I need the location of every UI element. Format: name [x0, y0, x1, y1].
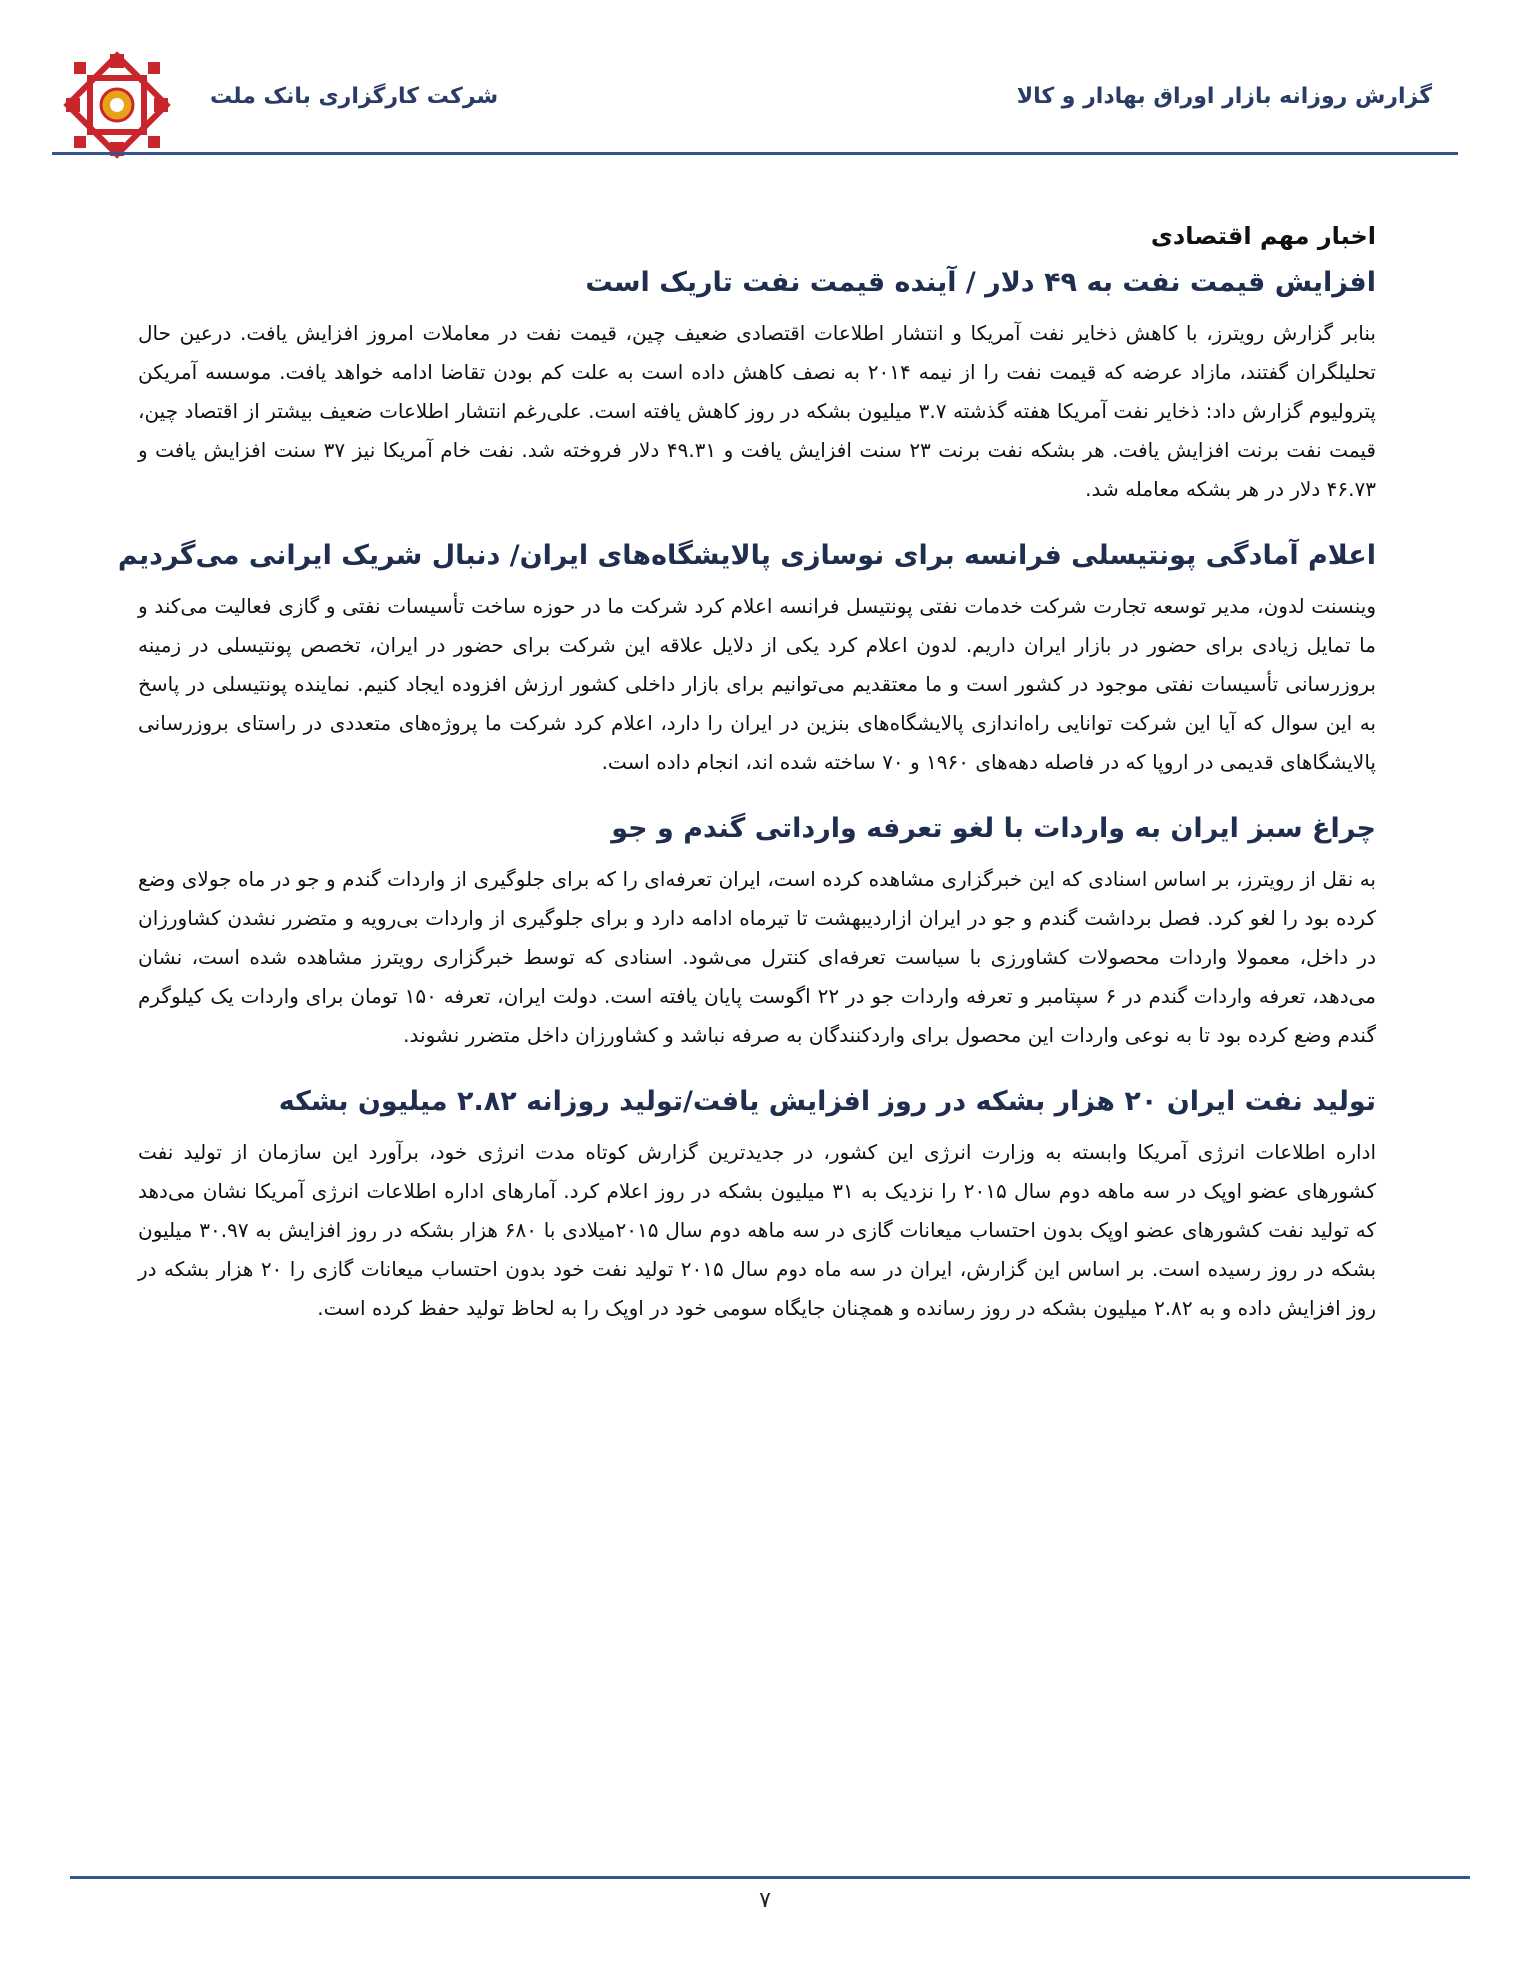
- page-header: [0, 0, 1530, 160]
- article-body: بنابر گزارش رویترز، با کاهش ذخایر نفت آمریکا و انتشار اطلاعات اقتصادی ضعیف چین، قیمت نفت در معاملات امروز افزایش یافت. درعین حال تحلیلگران گفتند، مازاد عرضه که قیمت نفت را از نیمه ۲۰۱۴ به نصف کاهش داده است به علت کم بودن تقاضا ادامه خواهد یافت. موسسه آمریکن پترولیوم گزارش داد: ذخایر نفت آمریکا هفته گذشته ۳.۷ میلیون بشکه در روز کاهش یافته است. علی‌رغم انتشار اطلاعات ضعیف بیشتر از اقتصاد چین، قیمت نفت برنت افزایش یافت. هر بشکه نفت برنت ۲۳ سنت افزایش یافت و ۴۹.۳۱ دلار فروخته شد. نفت خام آمریکا نیز ۳۷ سنت افزایش یافت و ۴۶.۷۳ دلار در هر بشکه معامله شد.: [138, 321, 1376, 501]
- article-headline: چراغ سبز ایران به واردات با لغو تعرفه وارداتی گندم و جو: [611, 813, 1376, 844]
- article: [138, 808, 1376, 1055]
- article-headline: تولید نفت ایران ۲۰ هزار بشکه در روز افزایش یافت/تولید روزانه ۲.۸۲ میلیون بشکه: [278, 1086, 1376, 1117]
- header-divider: [52, 152, 1458, 155]
- article-headline: اعلام آمادگی پونتیسلی فرانسه برای نوسازی پالایشگاه‌های ایران/ دنبال شریک ایرانی می‌گردیم: [117, 540, 1376, 571]
- article-body: اداره اطلاعات انرژی آمریکا وابسته به وزارت انرژی این کشور، در جدیدترین گزارش کوتاه مدت انرژی خود، برآورد این سازمان از تولید نفت کشورهای عضو اوپک در سه ماهه دوم سال ۲۰۱۵ را نزدیک به ۳۱ میلیون بشکه در روز اعلام کرد. آمارهای اداره اطلاعات انرژی آمریکا نشان می‌دهد که تولید نفت کشورهای عضو اوپک بدون احتساب میعانات گازی در سه ماهه دوم سال ۲۰۱۵میلادی با ۶۸۰ هزار بشکه در روز افزایش به ۳۰.۹۷ میلیون بشکه در روز رسیده است. بر اساس این گزارش، ایران در سه ماه دوم سال ۲۰۱۵ تولید نفت خود بدون احتساب میعانات گازی را ۲۰ هزار بشکه در روز افزایش داده و به ۲.۸۲ میلیون بشکه در روز رسانده و همچنان جایگاه سومی خود در اوپک را به لحاظ تولید حفظ کرده است.: [138, 1140, 1377, 1320]
- article-body: به نقل از رویترز، بر اساس اسنادی که این خبرگزاری مشاهده کرده است، ایران تعرفه‌ای را که برای جلوگیری از واردات گندم و جو در ماه جولای وضع کرده بود را لغو کرد. فصل برداشت گندم و جو در ایران ازاردیبهشت تا تیرماه ادامه دارد و برای جلوگیری از واردات بی‌رویه و متضرر نشدن کشاورزان در داخل، معمولا واردات محصولات کشاورزی با سیاست تعرفه‌ای کنترل می‌شود. اسنادی که توسط خبرگزاری رویترز مشاهده شده است، نشان می‌دهد، تعرفه واردات گندم در ۶ سپتامبر و تعرفه واردات جو در ۲۲ اگوست پایان یافته است. دولت ایران، تعرفه ۱۵۰ تومان برای واردات یک کیلوگرم گندم وضع کرده بود تا به نوعی واردات این محصول برای واردکنندگان به صرفه نباشد و کشاورزان داخل متضرر نشوند.: [138, 867, 1377, 1047]
- main-content: [117, 222, 1377, 1354]
- section-label: اخبار مهم اقتصادی: [1150, 222, 1376, 250]
- footer-divider: [70, 1876, 1470, 1879]
- report-title: گزارش روزانه بازار اوراق بهادار و کالا: [1016, 84, 1432, 109]
- page-number: ۷: [759, 1888, 771, 1913]
- article: [117, 535, 1376, 782]
- article: [138, 262, 1376, 509]
- article-body: وینسنت لدون، مدیر توسعه تجارت شرکت خدمات نفتی پونتیسل فرانسه اعلام کرد شرکت ما در حوزه ساخت تأسیسات نفتی و گازی فعالیت می‌کند و ما تمایل زیادی برای حضور در بازار ایران داریم. لدون اعلام کرد یکی از دلایل علاقه این شرکت برای حضور در ایران، تخصص پونتیسلی در زمینه بروزرسانی تأسیسات نفتی موجود در کشور است و ما معتقدیم می‌توانیم برای بازار داخلی کشور ارزش افزوده ایجاد کنیم. نماینده پونتیسلی در پاسخ به این سوال که آیا این شرکت توانایی راه‌اندازی پالایشگاه‌های بنزین در ایران را دارد، اعلام کرد شرکت ما پروژه‌های متعددی در راستای بروزرسانی پالایشگاهای قدیمی در اروپا که در فاصله دهه‌های ۱۹۶۰ و ۷۰ ساخته شده اند، انجام داده است.: [138, 594, 1376, 774]
- article: [138, 1081, 1376, 1328]
- bank-mellat-logo-icon: [62, 50, 172, 160]
- company-name: شرکت کارگزاری بانک ملت: [210, 84, 499, 109]
- article-headline: افزایش قیمت نفت به ۴۹ دلار / آینده قیمت نفت تاریک است: [585, 267, 1376, 298]
